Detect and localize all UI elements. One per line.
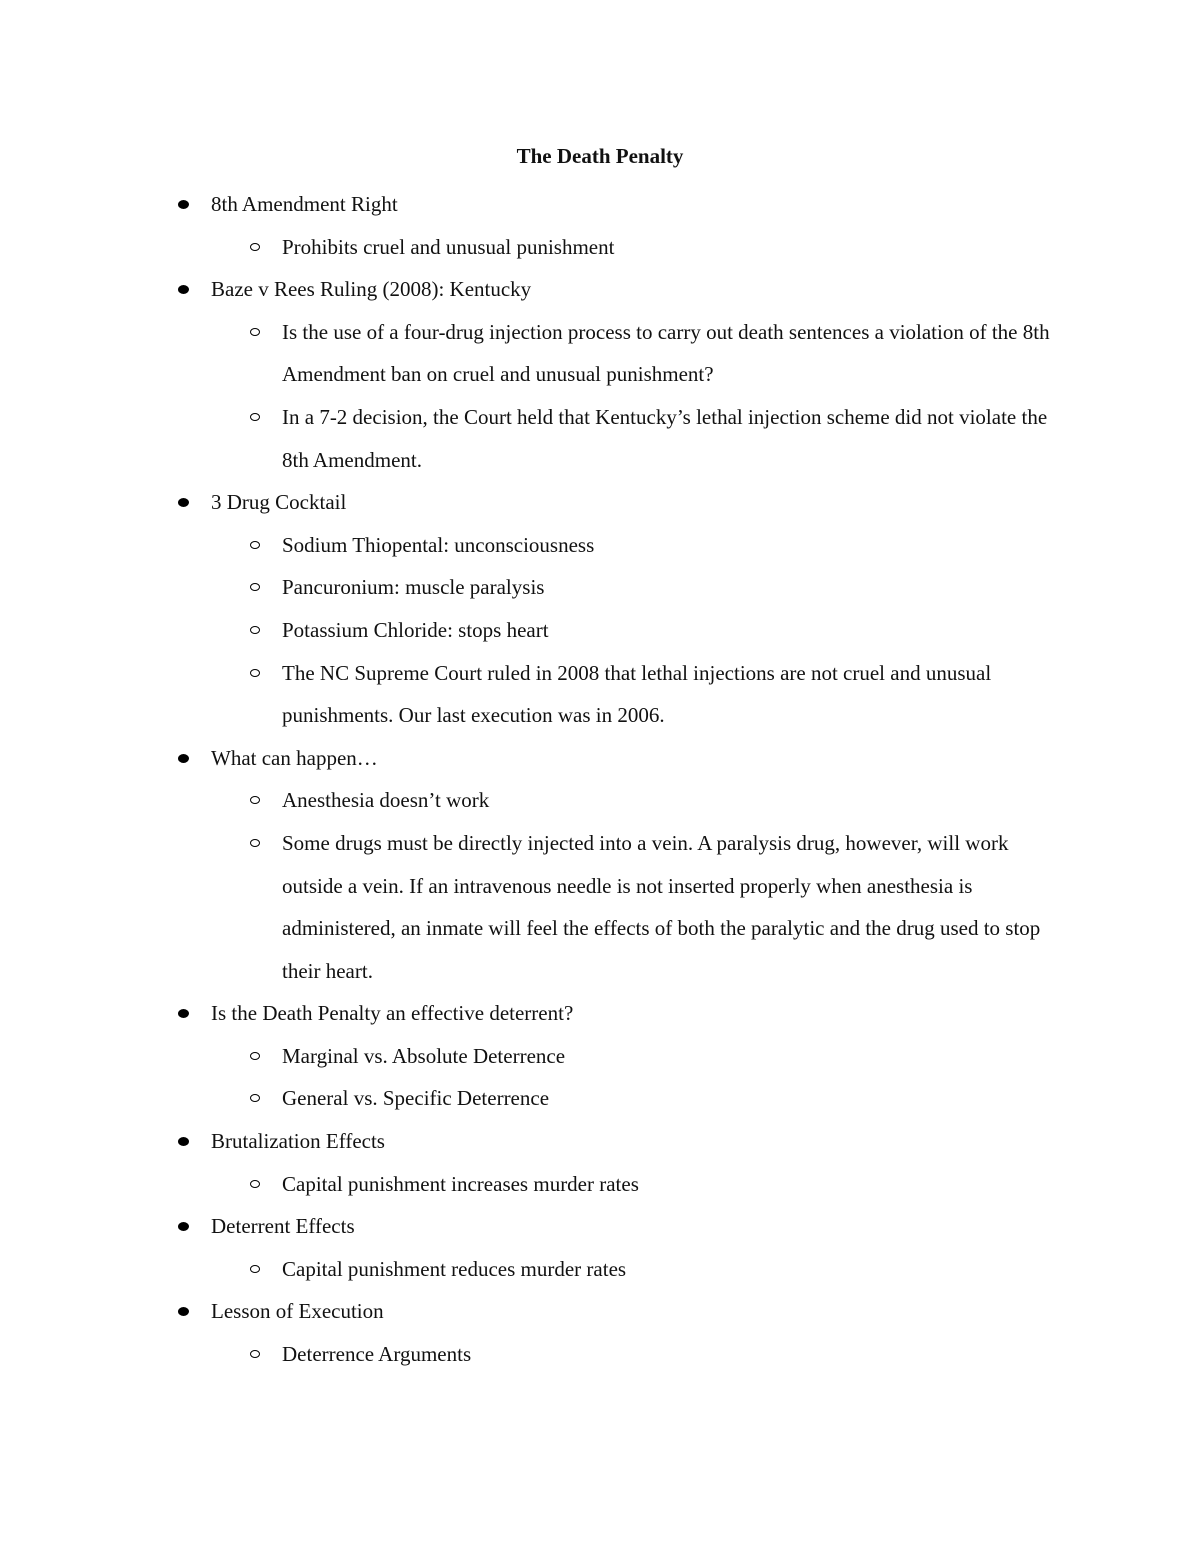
- outline-section: [0, 1290, 1200, 1375]
- list-item-text: Prohibits cruel and unusual punishment: [282, 234, 615, 259]
- outline-section: [0, 481, 1200, 737]
- section-heading: Baze v Rees Ruling (2008): Kentucky: [211, 277, 532, 302]
- list-item-text: The NC Supreme Court ruled in 2008 that lethal injections are not cruel and unusual punishments. Our last execution was in 2006.: [282, 660, 992, 728]
- list-item: [282, 1333, 1062, 1376]
- outline-list: [0, 183, 1200, 1376]
- outline-section: [0, 1205, 1200, 1290]
- sub-list: [211, 779, 1200, 992]
- bullet-icon: [178, 1307, 189, 1316]
- sub-list: [211, 1035, 1200, 1120]
- section-heading: Brutalization Effects: [211, 1129, 385, 1154]
- circle-bullet-icon: [250, 1265, 260, 1273]
- bullet-icon: [178, 754, 189, 763]
- circle-bullet-icon: [250, 413, 260, 421]
- list-item-text: Capital punishment reduces murder rates: [282, 1256, 627, 1281]
- list-item: [282, 396, 1062, 481]
- section-heading: Deterrent Effects: [211, 1214, 355, 1239]
- list-item-text: Marginal vs. Absolute Deterrence: [282, 1043, 566, 1068]
- circle-bullet-icon: [250, 1094, 260, 1102]
- circle-bullet-icon: [250, 243, 260, 251]
- circle-bullet-icon: [250, 1052, 260, 1060]
- circle-bullet-icon: [250, 1350, 260, 1358]
- list-item: [282, 609, 1062, 652]
- circle-bullet-icon: [250, 669, 260, 677]
- list-item-text: Some drugs must be directly injected into a vein. A paralysis drug, however, will work outside a vein. If an intravenous needle is not inserted properly when anesthesia is administered, an inmate will feel the effects of both the paralytic and the drug used to stop their heart.: [282, 830, 1041, 983]
- list-item: [282, 1077, 1062, 1120]
- sub-list: [211, 524, 1200, 737]
- list-item: [282, 566, 1062, 609]
- circle-bullet-icon: [250, 626, 260, 634]
- list-item-text: General vs. Specific Deterrence: [282, 1086, 550, 1111]
- sub-list: [211, 311, 1200, 481]
- section-heading: What can happen…: [211, 745, 378, 770]
- list-item: [282, 1035, 1062, 1078]
- list-item-text: Is the use of a four-drug injection process to carry out death sentences a violation of the 8th Amendment ban on cruel and unusual punishment?: [282, 319, 1050, 387]
- list-item: [282, 311, 1062, 396]
- circle-bullet-icon: [250, 583, 260, 591]
- bullet-icon: [178, 1137, 189, 1146]
- list-item: [282, 1248, 1062, 1291]
- sub-list: [211, 1333, 1200, 1376]
- circle-bullet-icon: [250, 839, 260, 847]
- list-item: [282, 1163, 1062, 1206]
- bullet-icon: [178, 1222, 189, 1231]
- list-item-text: Pancuronium: muscle paralysis: [282, 575, 545, 600]
- outline-section: [0, 737, 1200, 993]
- list-item-text: Sodium Thiopental: unconsciousness: [282, 532, 595, 557]
- circle-bullet-icon: [250, 541, 260, 549]
- list-item: [282, 226, 1062, 269]
- document-title: The Death Penalty: [516, 144, 684, 168]
- bullet-icon: [178, 285, 189, 294]
- circle-bullet-icon: [250, 328, 260, 336]
- bullet-icon: [178, 498, 189, 507]
- outline-section: [0, 268, 1200, 481]
- sub-list: [211, 1248, 1200, 1291]
- list-item-text: Anesthesia doesn’t work: [282, 788, 490, 813]
- list-item-text: Deterrence Arguments: [282, 1342, 472, 1367]
- outline-section: [0, 1120, 1200, 1205]
- list-item-text: Capital punishment increases murder rates: [282, 1171, 639, 1196]
- outline-section: [0, 992, 1200, 1120]
- list-item: [282, 822, 1062, 992]
- bullet-icon: [178, 200, 189, 209]
- list-item: [282, 779, 1062, 822]
- section-heading: Lesson of Execution: [211, 1299, 384, 1324]
- list-item-text: Potassium Chloride: stops heart: [282, 617, 549, 642]
- circle-bullet-icon: [250, 796, 260, 804]
- list-item: [282, 524, 1062, 567]
- section-heading: 3 Drug Cocktail: [211, 490, 347, 515]
- circle-bullet-icon: [250, 1180, 260, 1188]
- list-item-text: In a 7-2 decision, the Court held that Kentucky’s lethal injection scheme did not violate the 8th Amendment.: [282, 404, 1048, 472]
- list-item: [282, 652, 1062, 737]
- bullet-icon: [178, 1009, 189, 1018]
- sub-list: [211, 1163, 1200, 1206]
- section-heading: Is the Death Penalty an effective deterrent?: [211, 1001, 574, 1026]
- section-heading: 8th Amendment Right: [211, 192, 398, 216]
- outline-section: [0, 183, 1200, 268]
- sub-list: [211, 226, 1200, 269]
